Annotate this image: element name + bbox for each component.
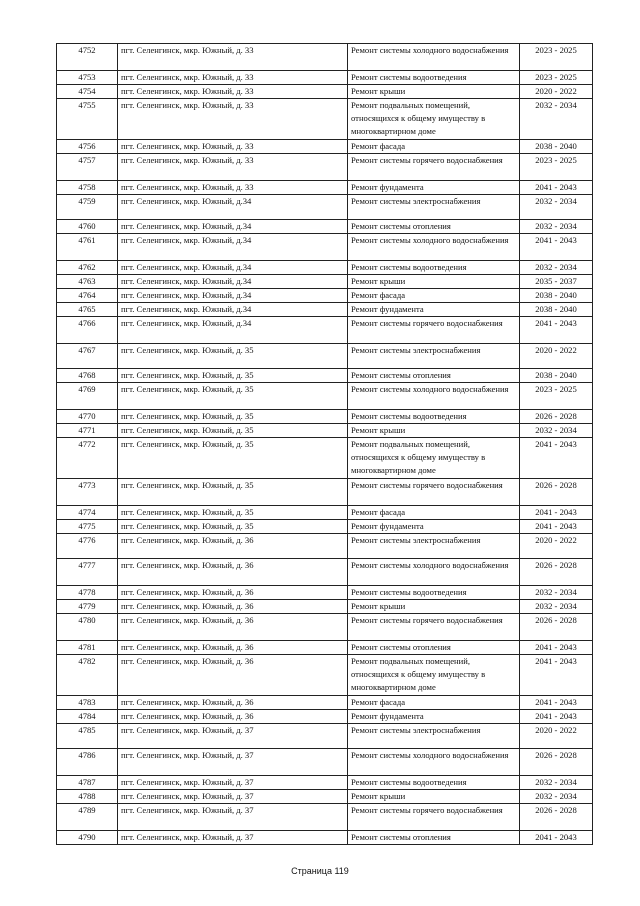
period-cell: 2026 - 2028 bbox=[520, 749, 593, 776]
address-cell: пгт. Селенгинск, мкр. Южный, д. 36 bbox=[118, 586, 348, 600]
table-row bbox=[57, 696, 593, 710]
table-row bbox=[57, 534, 593, 559]
period-cell: 2041 - 2043 bbox=[520, 710, 593, 724]
period-cell: 2026 - 2028 bbox=[520, 479, 593, 506]
row-number: 4768 bbox=[57, 369, 118, 383]
table-row bbox=[57, 369, 593, 383]
work-type-cell: Ремонт системы горячего водоснабжения bbox=[348, 154, 520, 181]
address-cell: пгт. Селенгинск, мкр. Южный, д. 36 bbox=[118, 696, 348, 710]
address-cell: пгт. Селенгинск, мкр. Южный, д. 35 bbox=[118, 506, 348, 520]
period-cell: 2026 - 2028 bbox=[520, 614, 593, 641]
address-cell: пгт. Селенгинск, мкр. Южный, д. 36 bbox=[118, 600, 348, 614]
work-type-cell: Ремонт системы холодного водоснабжения bbox=[348, 383, 520, 410]
work-type-cell: Ремонт фасада bbox=[348, 506, 520, 520]
address-cell: пгт. Селенгинск, мкр. Южный, д.34 bbox=[118, 303, 348, 317]
page-number: Страница 119 bbox=[291, 866, 349, 876]
row-number: 4769 bbox=[57, 383, 118, 410]
row-number: 4763 bbox=[57, 275, 118, 289]
period-cell: 2038 - 2040 bbox=[520, 289, 593, 303]
row-number: 4774 bbox=[57, 506, 118, 520]
period-cell: 2041 - 2043 bbox=[520, 317, 593, 344]
period-cell: 2023 - 2025 bbox=[520, 383, 593, 410]
address-cell: пгт. Селенгинск, мкр. Южный, д. 33 bbox=[118, 71, 348, 85]
work-type-cell: Ремонт системы водоотведения bbox=[348, 71, 520, 85]
work-type-cell: Ремонт системы электроснабжения bbox=[348, 195, 520, 220]
table-row bbox=[57, 344, 593, 369]
address-cell: пгт. Селенгинск, мкр. Южный, д. 37 bbox=[118, 790, 348, 804]
period-cell: 2020 - 2022 bbox=[520, 534, 593, 559]
address-cell: пгт. Селенгинск, мкр. Южный, д. 35 bbox=[118, 479, 348, 506]
address-cell: пгт. Селенгинск, мкр. Южный, д. 36 bbox=[118, 559, 348, 586]
table-row bbox=[57, 600, 593, 614]
work-type-cell: Ремонт фундамента bbox=[348, 520, 520, 534]
work-type-cell: Ремонт системы отопления bbox=[348, 831, 520, 845]
table-row bbox=[57, 586, 593, 600]
period-cell: 2020 - 2022 bbox=[520, 85, 593, 99]
address-cell: пгт. Селенгинск, мкр. Южный, д.34 bbox=[118, 275, 348, 289]
address-cell: пгт. Селенгинск, мкр. Южный, д.34 bbox=[118, 261, 348, 275]
table-row bbox=[57, 303, 593, 317]
address-cell: пгт. Селенгинск, мкр. Южный, д. 35 bbox=[118, 438, 348, 479]
table-row bbox=[57, 85, 593, 99]
address-cell: пгт. Селенгинск, мкр. Южный, д. 37 bbox=[118, 749, 348, 776]
period-cell: 2026 - 2028 bbox=[520, 559, 593, 586]
work-type-cell: Ремонт фундамента bbox=[348, 303, 520, 317]
row-number: 4771 bbox=[57, 424, 118, 438]
table-row bbox=[57, 614, 593, 641]
table-row bbox=[57, 261, 593, 275]
row-number: 4777 bbox=[57, 559, 118, 586]
row-number: 4770 bbox=[57, 410, 118, 424]
row-number: 4790 bbox=[57, 831, 118, 845]
period-cell: 2035 - 2037 bbox=[520, 275, 593, 289]
row-number: 4759 bbox=[57, 195, 118, 220]
table-row bbox=[57, 749, 593, 776]
work-type-cell: Ремонт крыши bbox=[348, 85, 520, 99]
work-type-cell: Ремонт подвальных помещений, относящихся к общему имуществу в многоквартирном доме bbox=[348, 438, 520, 479]
work-type-cell: Ремонт крыши bbox=[348, 424, 520, 438]
period-cell: 2032 - 2034 bbox=[520, 586, 593, 600]
address-cell: пгт. Селенгинск, мкр. Южный, д. 37 bbox=[118, 724, 348, 749]
period-cell: 2032 - 2034 bbox=[520, 99, 593, 140]
address-cell: пгт. Селенгинск, мкр. Южный, д.34 bbox=[118, 317, 348, 344]
address-cell: пгт. Селенгинск, мкр. Южный, д. 33 bbox=[118, 154, 348, 181]
work-type-cell: Ремонт системы отопления bbox=[348, 220, 520, 234]
row-number: 4784 bbox=[57, 710, 118, 724]
table-row bbox=[57, 181, 593, 195]
row-number: 4782 bbox=[57, 655, 118, 696]
table-row bbox=[57, 479, 593, 506]
address-cell: пгт. Селенгинск, мкр. Южный, д. 36 bbox=[118, 534, 348, 559]
table-row bbox=[57, 383, 593, 410]
period-cell: 2041 - 2043 bbox=[520, 181, 593, 195]
table-row bbox=[57, 724, 593, 749]
table-row bbox=[57, 655, 593, 696]
period-cell: 2026 - 2028 bbox=[520, 804, 593, 831]
row-number: 4788 bbox=[57, 790, 118, 804]
row-number: 4778 bbox=[57, 586, 118, 600]
address-cell: пгт. Селенгинск, мкр. Южный, д. 33 bbox=[118, 140, 348, 154]
address-cell: пгт. Селенгинск, мкр. Южный, д. 33 bbox=[118, 99, 348, 140]
work-type-cell: Ремонт системы электроснабжения bbox=[348, 344, 520, 369]
row-number: 4752 bbox=[57, 44, 118, 71]
period-cell: 2041 - 2043 bbox=[520, 655, 593, 696]
address-cell: пгт. Селенгинск, мкр. Южный, д. 37 bbox=[118, 776, 348, 790]
work-type-cell: Ремонт системы горячего водоснабжения bbox=[348, 804, 520, 831]
row-number: 4761 bbox=[57, 234, 118, 261]
work-type-cell: Ремонт крыши bbox=[348, 275, 520, 289]
work-type-cell: Ремонт системы водоотведения bbox=[348, 586, 520, 600]
address-cell: пгт. Селенгинск, мкр. Южный, д. 37 bbox=[118, 804, 348, 831]
period-cell: 2026 - 2028 bbox=[520, 410, 593, 424]
work-type-cell: Ремонт системы отопления bbox=[348, 641, 520, 655]
period-cell: 2041 - 2043 bbox=[520, 520, 593, 534]
row-number: 4758 bbox=[57, 181, 118, 195]
row-number: 4776 bbox=[57, 534, 118, 559]
address-cell: пгт. Селенгинск, мкр. Южный, д. 35 bbox=[118, 383, 348, 410]
work-type-cell: Ремонт фасада bbox=[348, 140, 520, 154]
row-number: 4760 bbox=[57, 220, 118, 234]
row-number: 4773 bbox=[57, 479, 118, 506]
row-number: 4789 bbox=[57, 804, 118, 831]
period-cell: 2041 - 2043 bbox=[520, 696, 593, 710]
row-number: 4757 bbox=[57, 154, 118, 181]
work-type-cell: Ремонт системы горячего водоснабжения bbox=[348, 479, 520, 506]
period-cell: 2020 - 2022 bbox=[520, 344, 593, 369]
address-cell: пгт. Селенгинск, мкр. Южный, д.34 bbox=[118, 220, 348, 234]
row-number: 4775 bbox=[57, 520, 118, 534]
period-cell: 2032 - 2034 bbox=[520, 195, 593, 220]
period-cell: 2032 - 2034 bbox=[520, 220, 593, 234]
row-number: 4755 bbox=[57, 99, 118, 140]
table-row bbox=[57, 520, 593, 534]
table-row bbox=[57, 154, 593, 181]
address-cell: пгт. Селенгинск, мкр. Южный, д. 37 bbox=[118, 831, 348, 845]
table-row bbox=[57, 275, 593, 289]
address-cell: пгт. Селенгинск, мкр. Южный, д. 35 bbox=[118, 369, 348, 383]
work-type-cell: Ремонт системы холодного водоснабжения bbox=[348, 234, 520, 261]
row-number: 4779 bbox=[57, 600, 118, 614]
period-cell: 2032 - 2034 bbox=[520, 424, 593, 438]
period-cell: 2023 - 2025 bbox=[520, 44, 593, 71]
address-cell: пгт. Селенгинск, мкр. Южный, д. 33 bbox=[118, 85, 348, 99]
work-type-cell: Ремонт фундамента bbox=[348, 710, 520, 724]
address-cell: пгт. Селенгинск, мкр. Южный, д. 36 bbox=[118, 641, 348, 655]
work-type-cell: Ремонт крыши bbox=[348, 790, 520, 804]
address-cell: пгт. Селенгинск, мкр. Южный, д. 35 bbox=[118, 410, 348, 424]
period-cell: 2032 - 2034 bbox=[520, 790, 593, 804]
table-row bbox=[57, 289, 593, 303]
table-row bbox=[57, 641, 593, 655]
work-type-cell: Ремонт системы водоотведения bbox=[348, 410, 520, 424]
work-type-cell: Ремонт системы электроснабжения bbox=[348, 724, 520, 749]
table-row bbox=[57, 44, 593, 71]
table-row bbox=[57, 804, 593, 831]
work-type-cell: Ремонт фасада bbox=[348, 289, 520, 303]
table-row bbox=[57, 559, 593, 586]
row-number: 4764 bbox=[57, 289, 118, 303]
table-row bbox=[57, 710, 593, 724]
address-cell: пгт. Селенгинск, мкр. Южный, д. 36 bbox=[118, 614, 348, 641]
table-row bbox=[57, 195, 593, 220]
period-cell: 2041 - 2043 bbox=[520, 831, 593, 845]
work-type-cell: Ремонт подвальных помещений, относящихся к общему имуществу в многоквартирном доме bbox=[348, 655, 520, 696]
table-row bbox=[57, 317, 593, 344]
address-cell: пгт. Селенгинск, мкр. Южный, д. 36 bbox=[118, 710, 348, 724]
row-number: 4766 bbox=[57, 317, 118, 344]
period-cell: 2032 - 2034 bbox=[520, 261, 593, 275]
address-cell: пгт. Селенгинск, мкр. Южный, д. 33 bbox=[118, 44, 348, 71]
address-cell: пгт. Селенгинск, мкр. Южный, д.34 bbox=[118, 195, 348, 220]
period-cell: 2023 - 2025 bbox=[520, 154, 593, 181]
row-number: 4754 bbox=[57, 85, 118, 99]
period-cell: 2041 - 2043 bbox=[520, 438, 593, 479]
address-cell: пгт. Селенгинск, мкр. Южный, д.34 bbox=[118, 234, 348, 261]
table-row bbox=[57, 220, 593, 234]
period-cell: 2032 - 2034 bbox=[520, 776, 593, 790]
work-type-cell: Ремонт системы холодного водоснабжения bbox=[348, 749, 520, 776]
period-cell: 2032 - 2034 bbox=[520, 600, 593, 614]
repair-schedule-table bbox=[56, 43, 593, 845]
period-cell: 2038 - 2040 bbox=[520, 303, 593, 317]
work-type-cell: Ремонт системы электроснабжения bbox=[348, 534, 520, 559]
period-cell: 2041 - 2043 bbox=[520, 506, 593, 520]
row-number: 4786 bbox=[57, 749, 118, 776]
row-number: 4756 bbox=[57, 140, 118, 154]
table-row bbox=[57, 71, 593, 85]
table-row bbox=[57, 776, 593, 790]
address-cell: пгт. Селенгинск, мкр. Южный, д. 35 bbox=[118, 520, 348, 534]
row-number: 4762 bbox=[57, 261, 118, 275]
address-cell: пгт. Селенгинск, мкр. Южный, д.34 bbox=[118, 289, 348, 303]
row-number: 4783 bbox=[57, 696, 118, 710]
row-number: 4785 bbox=[57, 724, 118, 749]
period-cell: 2020 - 2022 bbox=[520, 724, 593, 749]
work-type-cell: Ремонт фасада bbox=[348, 696, 520, 710]
row-number: 4787 bbox=[57, 776, 118, 790]
work-type-cell: Ремонт крыши bbox=[348, 600, 520, 614]
work-type-cell: Ремонт системы холодного водоснабжения bbox=[348, 44, 520, 71]
table-row bbox=[57, 790, 593, 804]
period-cell: 2023 - 2025 bbox=[520, 71, 593, 85]
work-type-cell: Ремонт системы водоотведения bbox=[348, 261, 520, 275]
address-cell: пгт. Селенгинск, мкр. Южный, д. 35 bbox=[118, 344, 348, 369]
table-row bbox=[57, 410, 593, 424]
address-cell: пгт. Селенгинск, мкр. Южный, д. 35 bbox=[118, 424, 348, 438]
address-cell: пгт. Селенгинск, мкр. Южный, д. 36 bbox=[118, 655, 348, 696]
work-type-cell: Ремонт фундамента bbox=[348, 181, 520, 195]
work-type-cell: Ремонт системы отопления bbox=[348, 369, 520, 383]
work-type-cell: Ремонт системы горячего водоснабжения bbox=[348, 317, 520, 344]
work-type-cell: Ремонт системы холодного водоснабжения bbox=[348, 559, 520, 586]
address-cell: пгт. Селенгинск, мкр. Южный, д. 33 bbox=[118, 181, 348, 195]
table-body bbox=[57, 44, 593, 845]
period-cell: 2038 - 2040 bbox=[520, 369, 593, 383]
period-cell: 2038 - 2040 bbox=[520, 140, 593, 154]
row-number: 4780 bbox=[57, 614, 118, 641]
table-row bbox=[57, 438, 593, 479]
row-number: 4781 bbox=[57, 641, 118, 655]
row-number: 4765 bbox=[57, 303, 118, 317]
period-cell: 2041 - 2043 bbox=[520, 641, 593, 655]
period-cell: 2041 - 2043 bbox=[520, 234, 593, 261]
row-number: 4767 bbox=[57, 344, 118, 369]
work-type-cell: Ремонт системы водоотведения bbox=[348, 776, 520, 790]
table-row bbox=[57, 234, 593, 261]
row-number: 4753 bbox=[57, 71, 118, 85]
table-row bbox=[57, 506, 593, 520]
table-row bbox=[57, 140, 593, 154]
table-row bbox=[57, 424, 593, 438]
work-type-cell: Ремонт подвальных помещений, относящихся к общему имуществу в многоквартирном доме bbox=[348, 99, 520, 140]
row-number: 4772 bbox=[57, 438, 118, 479]
work-type-cell: Ремонт системы горячего водоснабжения bbox=[348, 614, 520, 641]
table-row bbox=[57, 831, 593, 845]
table-row bbox=[57, 99, 593, 140]
